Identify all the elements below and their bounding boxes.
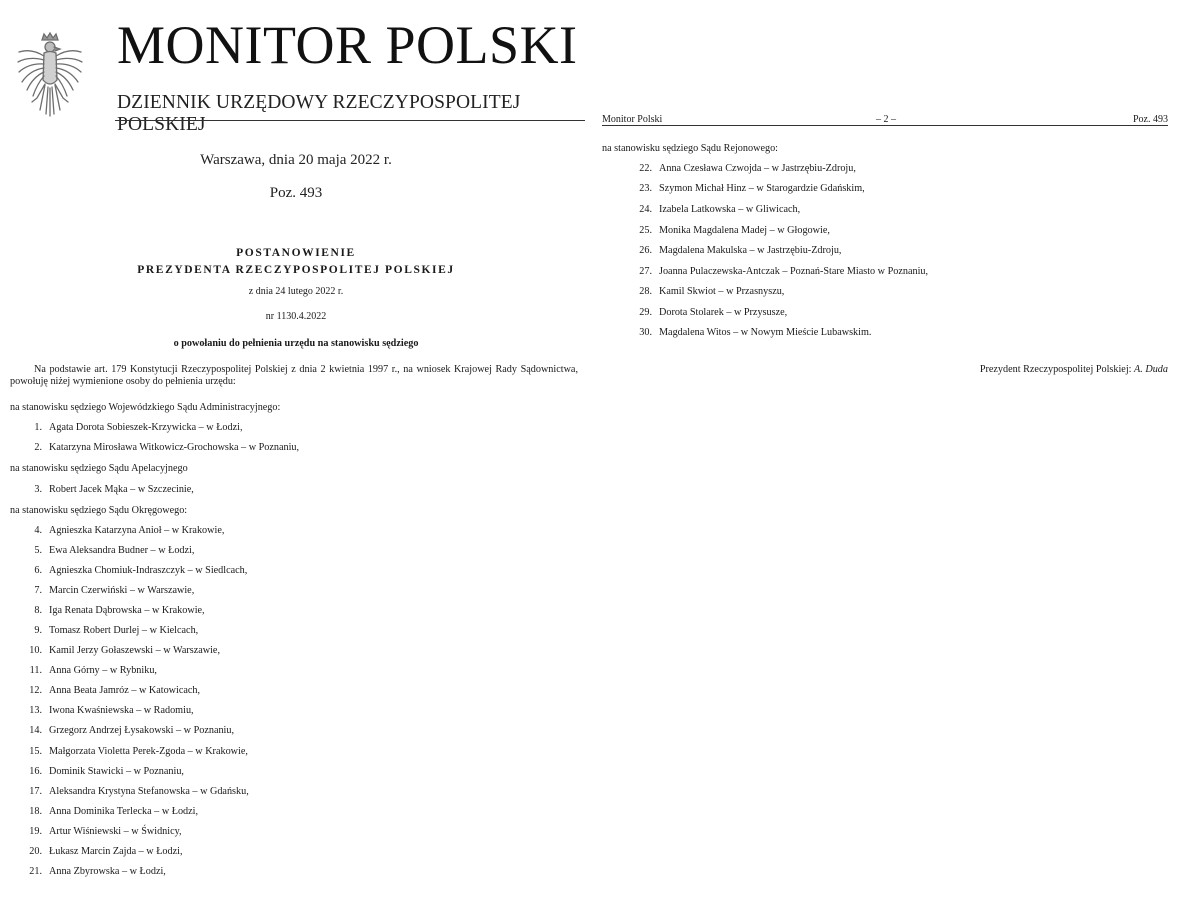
section-label-regional: na stanowisku sędziego Sądu Okręgowego: [10, 505, 188, 516]
list-item-number: 4. [34, 525, 42, 536]
list-item-number: 5. [34, 545, 42, 556]
document-subject: o powołaniu do pełnienia urzędu na stanowisku sędziego [173, 338, 419, 349]
list-item-number: 20. [29, 846, 42, 857]
list-item-text: Iwona Kwaśniewska – w Radomiu, [49, 705, 194, 716]
list-item-text: Tomasz Robert Durlej – w Kielcach, [49, 625, 199, 636]
list-item-text: Dominik Stawicki – w Poznaniu, [49, 766, 184, 777]
list-item-text: Anna Zbyrowska – w Łodzi, [49, 866, 166, 877]
page-one [10, 0, 582, 900]
list-item-text: Magdalena Witos – w Nowym Mieście Lubawskim. [659, 327, 872, 338]
list-item-text: Szymon Michał Hinz – w Starogardzie Gdańskim, [659, 183, 865, 194]
running-header-divider [602, 125, 1168, 126]
list-item-number: 15. [29, 746, 42, 757]
list-item-number: 11. [29, 665, 42, 676]
list-item-number: 27. [639, 266, 652, 277]
section-label-district: na stanowisku sędziego Sądu Rejonowego: [602, 143, 778, 154]
running-header-page-number: – 2 – [876, 114, 896, 125]
list-item-number: 6. [34, 565, 42, 576]
page-two [602, 0, 1168, 900]
document-author: PREZYDENTA RZECZYPOSPOLITEJ POLSKIEJ [137, 264, 455, 276]
list-item-number: 23. [639, 183, 652, 194]
list-item-number: 21. [29, 866, 42, 877]
list-item-text: Agnieszka Katarzyna Anioł – w Krakowie, [49, 525, 225, 536]
list-item-number: 30. [639, 327, 652, 338]
list-item-text: Kamil Skwiot – w Przasnyszu, [659, 286, 785, 297]
list-item-number: 12. [29, 685, 42, 696]
signature-line [980, 364, 1168, 375]
list-item-number: 3. [34, 484, 42, 495]
list-item-text: Iga Renata Dąbrowska – w Krakowie, [49, 605, 205, 616]
eagle-emblem-icon [15, 30, 85, 126]
list-item-number: 10. [29, 645, 42, 656]
section-label-appeal: na stanowisku sędziego Sądu Apelacyjnego [10, 463, 188, 474]
list-item-text: Aleksandra Krystyna Stefanowska – w Gdańsku, [49, 786, 249, 797]
signature-name: A. Duda [1134, 364, 1168, 375]
list-item-text: Artur Wiśniewski – w Świdnicy, [49, 826, 182, 837]
list-item-number: 29. [639, 307, 652, 318]
list-item-number: 9. [34, 625, 42, 636]
masthead-title: MONITOR POLSKI [117, 15, 578, 75]
list-item-text: Izabela Latkowska – w Gliwicach, [659, 204, 801, 215]
list-item-text: Joanna Pulaczewska-Antczak – Poznań-Stare Miasto w Poznaniu, [659, 266, 929, 277]
list-item-text: Magdalena Makulska – w Jastrzębiu-Zdroju, [659, 245, 842, 256]
document-date: z dnia 24 lutego 2022 r. [248, 286, 344, 297]
list-item-number: 2. [34, 442, 42, 453]
list-item-number: 25. [639, 225, 652, 236]
masthead-divider [115, 120, 585, 121]
list-item-text: Agata Dorota Sobieszek-Krzywicka – w Łodzi, [49, 422, 243, 433]
list-item-number: 7. [34, 585, 42, 596]
list-item-number: 17. [29, 786, 42, 797]
list-item-text: Ewa Aleksandra Budner – w Łodzi, [49, 545, 195, 556]
list-item-text: Agnieszka Chomiuk-Indraszczyk – w Siedlcach, [49, 565, 248, 576]
list-item-number: 28. [639, 286, 652, 297]
list-item-text: Kamil Jerzy Gołaszewski – w Warszawie, [49, 645, 220, 656]
document-type: POSTANOWIENIE [236, 247, 356, 259]
list-item-text: Grzegorz Andrzej Łysakowski – w Poznaniu, [49, 725, 235, 736]
list-item-text: Dorota Stolarek – w Przysusze, [659, 307, 788, 318]
list-item-number: 14. [29, 725, 42, 736]
list-item-text: Łukasz Marcin Zajda – w Łodzi, [49, 846, 183, 857]
list-item-text: Anna Dominika Terlecka – w Łodzi, [49, 806, 199, 817]
list-item-number: 18. [29, 806, 42, 817]
list-item-text: Robert Jacek Mąka – w Szczecinie, [49, 484, 194, 495]
issue-position: Poz. 493 [269, 185, 323, 201]
list-item-number: 19. [29, 826, 42, 837]
list-item-number: 8. [34, 605, 42, 616]
list-item-text: Anna Beata Jamróz – w Katowicach, [49, 685, 201, 696]
list-item-text: Monika Magdalena Madej – w Głogowie, [659, 225, 830, 236]
list-item-number: 24. [639, 204, 652, 215]
masthead-subtitle: DZIENNIK URZĘDOWY RZECZYPOSPOLITEJ POLSKIEJ [117, 92, 521, 135]
list-item-text: Katarzyna Mirosława Witkowicz-Grochowska – w Poznaniu, [49, 442, 300, 453]
signature-prefix: Prezydent Rzeczypospolitej Polskiej: [979, 364, 1135, 375]
list-item-text: Małgorzata Violetta Perek-Zgoda – w Krakowie, [49, 746, 248, 757]
preamble-paragraph: Na podstawie art. 179 Konstytucji Rzeczypospolitej Polskiej z dnia 2 kwietnia 1997 r., na wniosek Krajowej Rady Sądownictwa, powołuję niżej wymienione osoby do pełnienia urzędu: [10, 364, 578, 387]
list-item-text: Marcin Czerwiński – w Warszawie, [49, 585, 195, 596]
section-label-administrative: na stanowisku sędziego Wojewódzkiego Sądu Administracyjnego: [10, 402, 281, 413]
running-header-title: Monitor Polski [602, 114, 663, 125]
list-item-number: 26. [639, 245, 652, 256]
issue-date: Warszawa, dnia 20 maja 2022 r. [200, 152, 392, 168]
list-item-number: 1. [34, 422, 42, 433]
list-item-number: 22. [639, 163, 652, 174]
list-item-number: 13. [29, 705, 42, 716]
running-header-position: Poz. 493 [1133, 114, 1168, 125]
document-number: nr 1130.4.2022 [265, 311, 327, 322]
list-item-text: Anna Czesława Czwojda – w Jastrzębiu-Zdroju, [659, 163, 856, 174]
list-item-text: Anna Górny – w Rybniku, [49, 665, 157, 676]
list-item-number: 16. [29, 766, 42, 777]
